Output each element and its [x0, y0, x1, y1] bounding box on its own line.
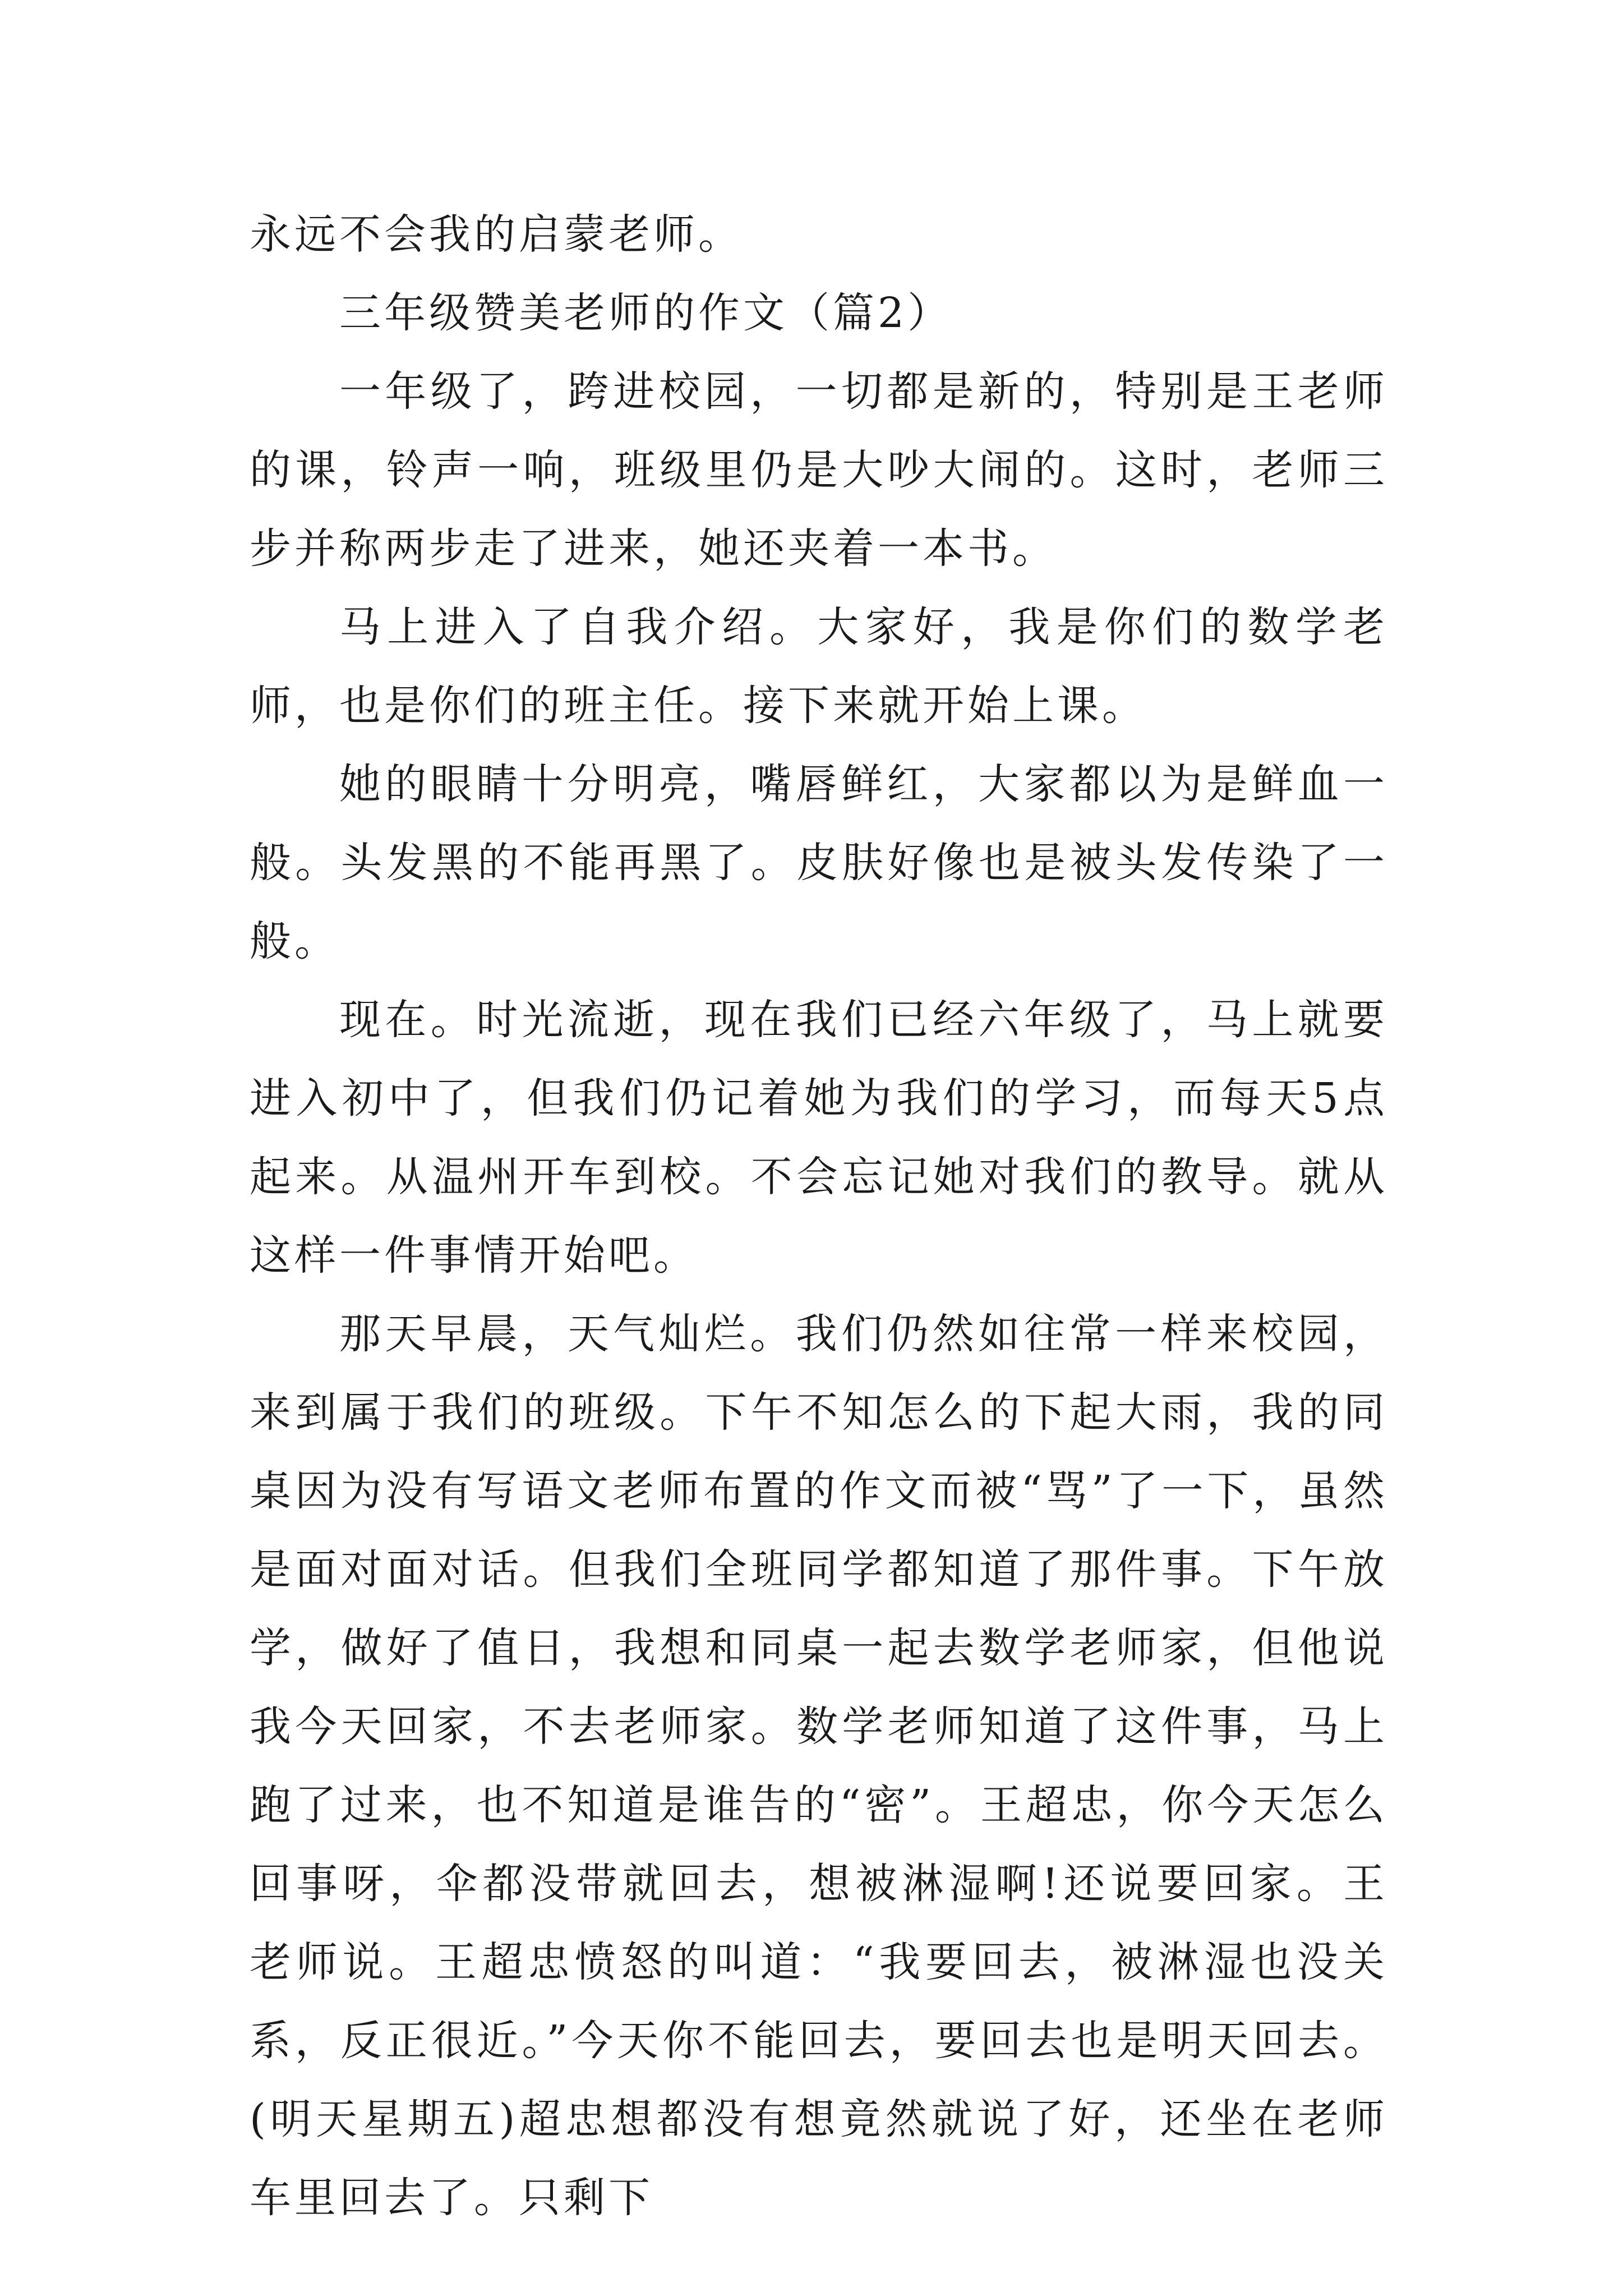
paragraph-5: 现在。时光流逝，现在我们已经六年级了，马上就要进入初中了，但我们仍记着她为我们的学习，而每天5点起来。从温州开车到校。不会忘记她对我们的教导。就从这样一件事情开始吧。: [250, 996, 1388, 1280]
paragraph-4: 她的眼睛十分明亮，嘴唇鲜红，大家都以为是鲜血一般。头发黑的不能再黑了。皮肤好像也是被头发传染了一般。: [250, 760, 1388, 965]
paragraph-3: 马上进入了自我介绍。大家好，我是你们的数学老师，也是你们的班主任。接下来就开始上课。: [250, 603, 1388, 730]
paragraph-6: 那天早晨，天气灿烂。我们仍然如往常一样来校园，来到属于我们的班级。下午不知怎么的下起大雨，我的同桌因为没有写语文老师布置的作文而被“骂”了一下，虽然是面对面对话。但我们全班同学都知道了那件事。下午放学，做好了值日，我想和同桌一起去数学老师家，但他说我今天回家，不去老师家。数学老师知道了这件事，马上跑了过来，也不知道是谁告的“密”。王超忠，你今天怎么回事呀，伞都没带就回去，想被淋湿啊!还说要回家。王老师说。王超忠愤怒的叫道：“我要回去，被淋湿也没关系，反正很近。”今天你不能回去，要回去也是明天回去。(明天星期五)超忠想都没有想竟然就说了好，还坐在老师车里回去了。只剩下: [250, 1310, 1388, 2222]
essay-heading: 三年级赞美老师的作文（篇2）: [339, 289, 953, 337]
paragraph-2: 一年级了，跨进校园，一切都是新的，特别是王老师的课，铃声一响，班级里仍是大吵大闹的。这时，老师三步并称两步走了进来，她还夹着一本书。: [250, 367, 1388, 573]
paragraph-1: 永远不会我的启蒙老师。: [250, 210, 743, 259]
document-body: [250, 195, 1388, 2237]
